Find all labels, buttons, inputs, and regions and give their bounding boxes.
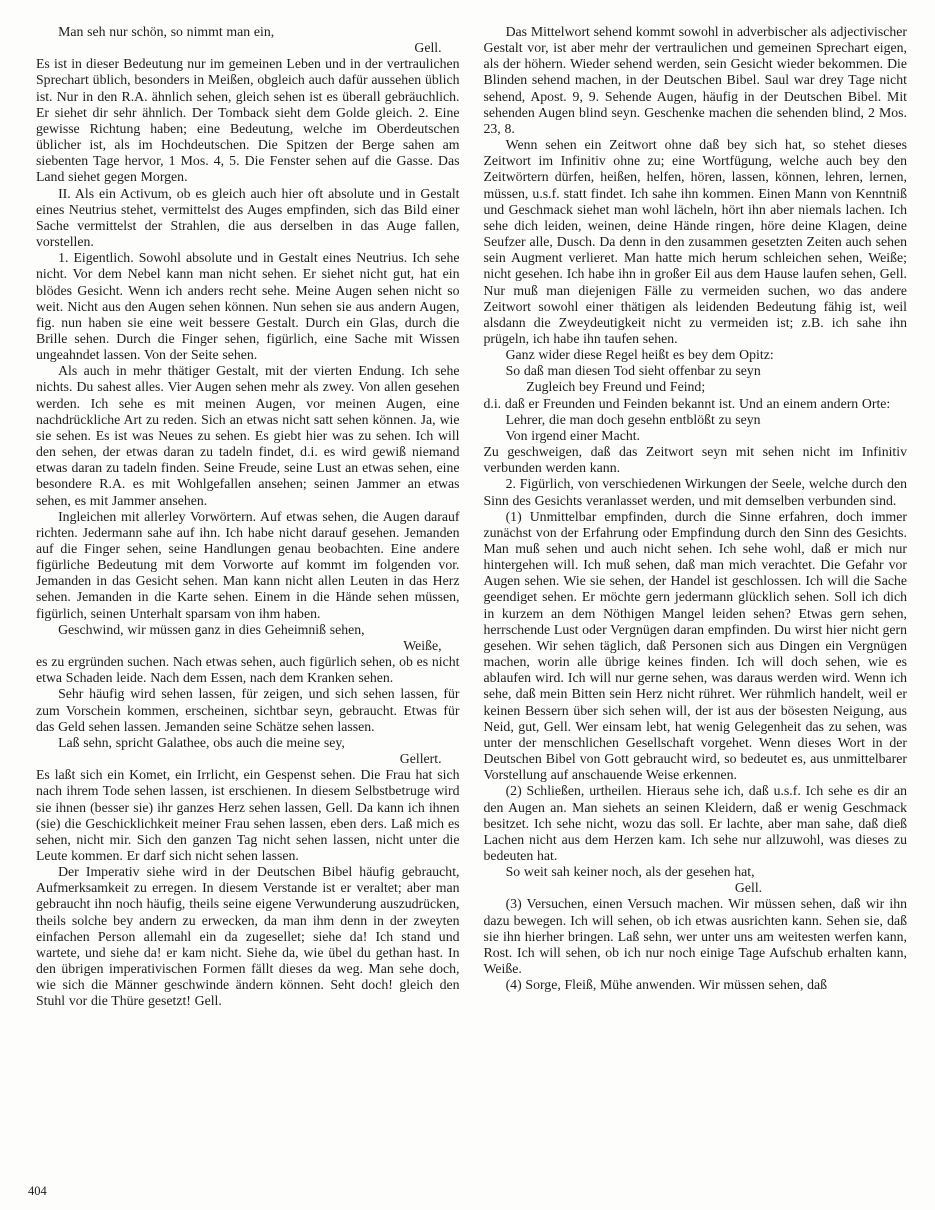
verse-line: Zugleich bey Freund und Feind; [526, 379, 706, 395]
attribution: Gell. [414, 40, 442, 56]
page-number: 404 [28, 1184, 47, 1198]
paragraph: es zu ergründen suchen. Nach etwas sehen, auch figürlich sehen, ob es nicht etwa Schaden leide. Nach dem Essen, nach dem Kranken sehen. [36, 654, 460, 686]
paragraph: Als auch in mehr thätiger Gestalt, mit der vierten Endung. Ich sehe nichts. Du sahest alles. Vier Augen sehen mehr als zwey. Von allen gesehen werden. Ich sehe es mit meinen Augen, vor meinen Augen, eine nachdrückliche Art zu reden. Sich an etwas nicht satt sehen können. Ja, wie sie sehen. Es ist was Neues zu sehen. Es giebt hier was zu sehen. Ich will den sehen, der etwas daran zu tadeln findet, d.i. es wird gewiß niemand etwas daran zu tadeln finden. Seine Freude, seine Lust an etwas sehen, eine besondere R.A. es mit Wohlgefallen ansehen; seinen Jammer an etwas sehen, es mit Jammer ansehen. [36, 363, 460, 508]
attribution: Gellert. [399, 751, 442, 767]
verse-line: Laß sehn, spricht Galathee, obs auch die meine sey, [58, 734, 345, 750]
paragraph: Zu geschweigen, daß das Zeitwort seyn mit sehen nicht im Infinitiv verbunden werden kann. [483, 444, 907, 476]
paragraph: (4) Sorge, Fleiß, Mühe anwenden. Wir müssen sehen, daß [505, 977, 828, 993]
verse-line: Von irgend einer Macht. [505, 427, 641, 443]
paragraph: 2. Figürlich, von verschiedenen Wirkungen der Seele, welche durch den Sinn des Gesichts veranlasset werden, und mit demselben verbunden sind. [483, 476, 907, 508]
right-column [484, 24, 908, 1010]
paragraph: (3) Versuchen, einen Versuch machen. Wir müssen sehen, daß wir ihn dazu bewegen. Ich will sehen, ob ich etwas ausrichten kann. Sehen sie, daß sie ihn hierher bringen. Laß sehn, wer unter uns am weitesten werfen kann, Rost. Ich will sehen, ob ich nur noch einige Tage Aufschub erhalten kann, Weiße. [483, 896, 907, 977]
verse-line: Geschwind, wir müssen ganz in dies Geheimniß sehen, [58, 621, 365, 637]
paragraph: d.i. daß er Freunden und Feinden bekannt ist. Und an einem andern Orte: [483, 395, 891, 411]
paragraph: (1) Unmittelbar empfinden, durch die Sinne erfahren, doch immer zunächst von der Erfahrung oder Empfindung durch den Sinn des Gesichts. Man muß sehen und auch nicht sehen. Ich sehe wohl, daß er mich nur hintergehen will. Ich muß sehen, daß man mich verachtet. Die Gefahr vor Augen sehen. Wie sie sehen, der Handel ist geschlossen. Ich will die Sache geendiget sehen. Er möchte gern jedermann glücklich sehen. Soll ich dich in kurzem an dem Nöthigen Mangel leiden sehen? Etwas gern sehen, herrschende Lust oder Vergnügen daran empfinden. Du wirst hier nicht gern gesehen. Wir sehen täglich, daß Personen sich aus Dingen ein Vergnügen machen, worin alle übrige keines finden. Ich will doch sehen, wie es ablaufen wird. Ich will nur gerne sehen, was daraus werden wird. Wenn ich sehe, daß mein Bitten sein Herz nicht rühret. Wer rühmlich handelt, weil er keinen Bessern über sich sehen will, der ist aus der bösesten Neigung, aus Neid, gut, Gell. Wer einsam lebt, hat wenig Gelegenheit das zu sehen, was unter der menschlichen Gesellschaft vorgehet. Wenn dieses Wort in der Deutschen Bibel von Gott gebraucht wird, so bedeutet es, aus unmittelbarer Vorstellung auf anschauende Weise erkennen. [483, 508, 907, 783]
verse-line: Man seh nur schön, so nimmt man ein, [58, 24, 275, 39]
paragraph: II. Als ein Activum, ob es gleich auch hier oft absolute und in Gestalt eines Neutrius stehet, vermittelst des Auges empfinden, sich das Bild einer Sache vermittelst der Strahlen, die aus derselben in das Auge fallen, vorstellen. [36, 185, 460, 250]
paragraph: Ingleichen mit allerley Vorwörtern. Auf etwas sehen, die Augen darauf richten. Jedermann sahe auf ihn. Ich habe nicht darauf gesehen. Jemanden auf die Finger sehen, seine Handlungen genau beobachten. Eine andere figürliche Bedeutung mit dem Vorworte auf kommt im folgenden vor. Jemanden in das Gesicht sehen. Man kann nicht allen Leuten in das Herz sehen. Jemanden in die Karte sehen. Einem in die Hände sehen müssen, figürlich, seinen Unterhalt sparsam von ihm haben. [36, 508, 460, 621]
paragraph: Der Imperativ siehe wird in der Deutschen Bibel häufig gebraucht, Aufmerksamkeit zu erregen. In diesem Verstande ist er veraltet; aber man gebraucht ihn noch häufig, theils seine eigene Verwunderung auszudrücken, theils solche bey andern zu erwecken, da man ihm denn in der zweyten einfachen Person allemahl ein da zugesellet; siehe da! Ich stand und wartete, und siehe da! er kam nicht. Siehe da, wie übel du gethan hast. In den übrigen imperativischen Formen fällt dieses da weg. Man sehe doch, wie sich die Männer geschwinde ändern können. Seht doch! gleich den Stuhl vor die Thüre gesetzt! Gell. [36, 864, 460, 1009]
paragraph: Wenn sehen ein Zeitwort ohne daß bey sich hat, so stehet dieses Zeitwort im Infinitiv ohne zu; eine Wortfügung, welche auch bey den Zeitwörtern dürfen, heißen, helfen, hören, lassen, können, lehren, lernen, müssen, u.s.f. statt findet. Ich sahe ihn kommen. Einen Mann von Kenntniß und Geschmack siehet man wohl lächeln, hört ihn aber niemals lachen. Ich sehe dich leiden, weinen, deine Hände ringen, höre deine Klagen, deine Seufzer alle, Dusch. Da denn in den zusammen gesetzten Zeiten auch sehen sein Augment verlieret. Man hatte mich herum schleichen sehen, Weiße; nicht gesehen. Ich habe ihn in großer Eil aus dem Hause laufen sehen, Gell. Nur muß man diejenigen Fälle zu vermeiden suchen, wo das andere Zeitwort sowohl einer thätigen als leidenden Bedeutung fähig ist, weil alsdann die Zweydeutigkeit nicht zu vermeiden ist; z.B. ich sahe ihn prügeln, ich habe ihn taufen sehen. [483, 137, 907, 346]
text-columns [36, 24, 907, 1010]
paragraph: 1. Eigentlich. Sowohl absolute und in Gestalt eines Neutrius. Ich sehe nicht. Vor dem Nebel kann man nicht sehen. Er siehet nicht gut, hat ein blödes Gesicht. Wenn ich anders recht sehe. Meine Augen sehen nicht so weit. Nicht aus den Augen sehen können. Nun sehen sie aus andern Augen, fig. nun haben sie eine weit bessere Gestalt. Durch ein Glas, durch die Brille sehen. Durch die Finger sehen, figürlich, eine Sache mit Wissen ungeahndet lassen. Von der Seite sehen. [36, 250, 460, 363]
paragraph: Sehr häufig wird sehen lassen, für zeigen, und sich sehen lassen, für zum Vorschein kommen, erscheinen, sichtbar seyn, gebraucht. Etwas für das Geld sehen lassen. Jemanden seine Schätze sehen lassen. [36, 686, 460, 734]
paragraph: Das Mittelwort sehend kommt sowohl in adverbischer als adjectivischer Gestalt vor, ist aber mehr der vertraulichen und gemeinen Sprechart eigen, als der höhern. Wieder sehend werden, sein Gesicht wieder bekommen. Die Blinden sehend machen, in der Deutschen Bibel. Saul war drey Tage nicht sehend, Apost. 9, 9. Sehende Augen, häufig in der Deutschen Bibel. Mit sehenden Augen blind seyn. Geschenke machen die sehenden blind, 2 Mos. 23, 8. [483, 24, 907, 136]
verse-line: So daß man diesen Tod sieht offenbar zu seyn [505, 363, 761, 379]
paragraph: Es ist in dieser Bedeutung nur im gemeinen Leben und in der vertraulichen Sprechart üblich, besonders in Meißen, obgleich auch dafür aussehen üblich ist. Nur in den R.A. ähnlich sehen, gleich sehen ist es überall gebräuchlich. Er siehet dir sehr ähnlich. Der Tomback sieht dem Golde gleich. 2. Eine gewisse Richtung haben; eine Bedeutung, welche im Oberdeutschen üblicher ist, als im Hochdeutschen. Die Spitzen der Berge sahen am siebenten Tage hervor, 1 Mos. 4, 5. Die Fenster sehen auf die Gasse. Das Land siehet gegen Morgen. [36, 56, 460, 185]
paragraph: (2) Schließen, urtheilen. Hieraus sehe ich, daß u.s.f. Ich sehe es dir an den Augen an. Man siehets an seinen Kleidern, daß er wenig Geschmack besitzet. Ich sehe nicht, wozu das soll. Er lachte, aber man sahe, daß dieß Lachen nicht aus dem Herzen kam. Ich sehe nur allzuwohl, was dieses zu bedeuten hat. [483, 783, 907, 863]
attribution: Weiße, [403, 637, 442, 653]
left-column [36, 24, 460, 1010]
paragraph: Ganz wider diese Regel heißt es bey dem Opitz: [505, 347, 774, 363]
attribution: Gell. [734, 880, 763, 896]
paragraph: Es laßt sich ein Komet, ein Irrlicht, ein Gespenst sehen. Die Frau hat sich nach ihrem Tode sehen lassen, ist erschienen. In diesem Selbstbetruge wird sie ihnen (besser sie) ihr ganzes Herz sehen lassen, Gell. Da kann ich ihnen (sie) die Geschicklichkeit meiner Frau sehen lassen, eben ders. Laß mich es sehen, nicht mir. Sich den ganzen Tag nicht sehen lassen, nicht unter die Leute kommen. Er darf sich nicht sehen lassen. [36, 767, 460, 863]
verse-line: So weit sah keiner noch, als der gesehen hat, [505, 864, 755, 880]
verse-line: Lehrer, die man doch gesehn entblößt zu seyn [505, 411, 761, 427]
